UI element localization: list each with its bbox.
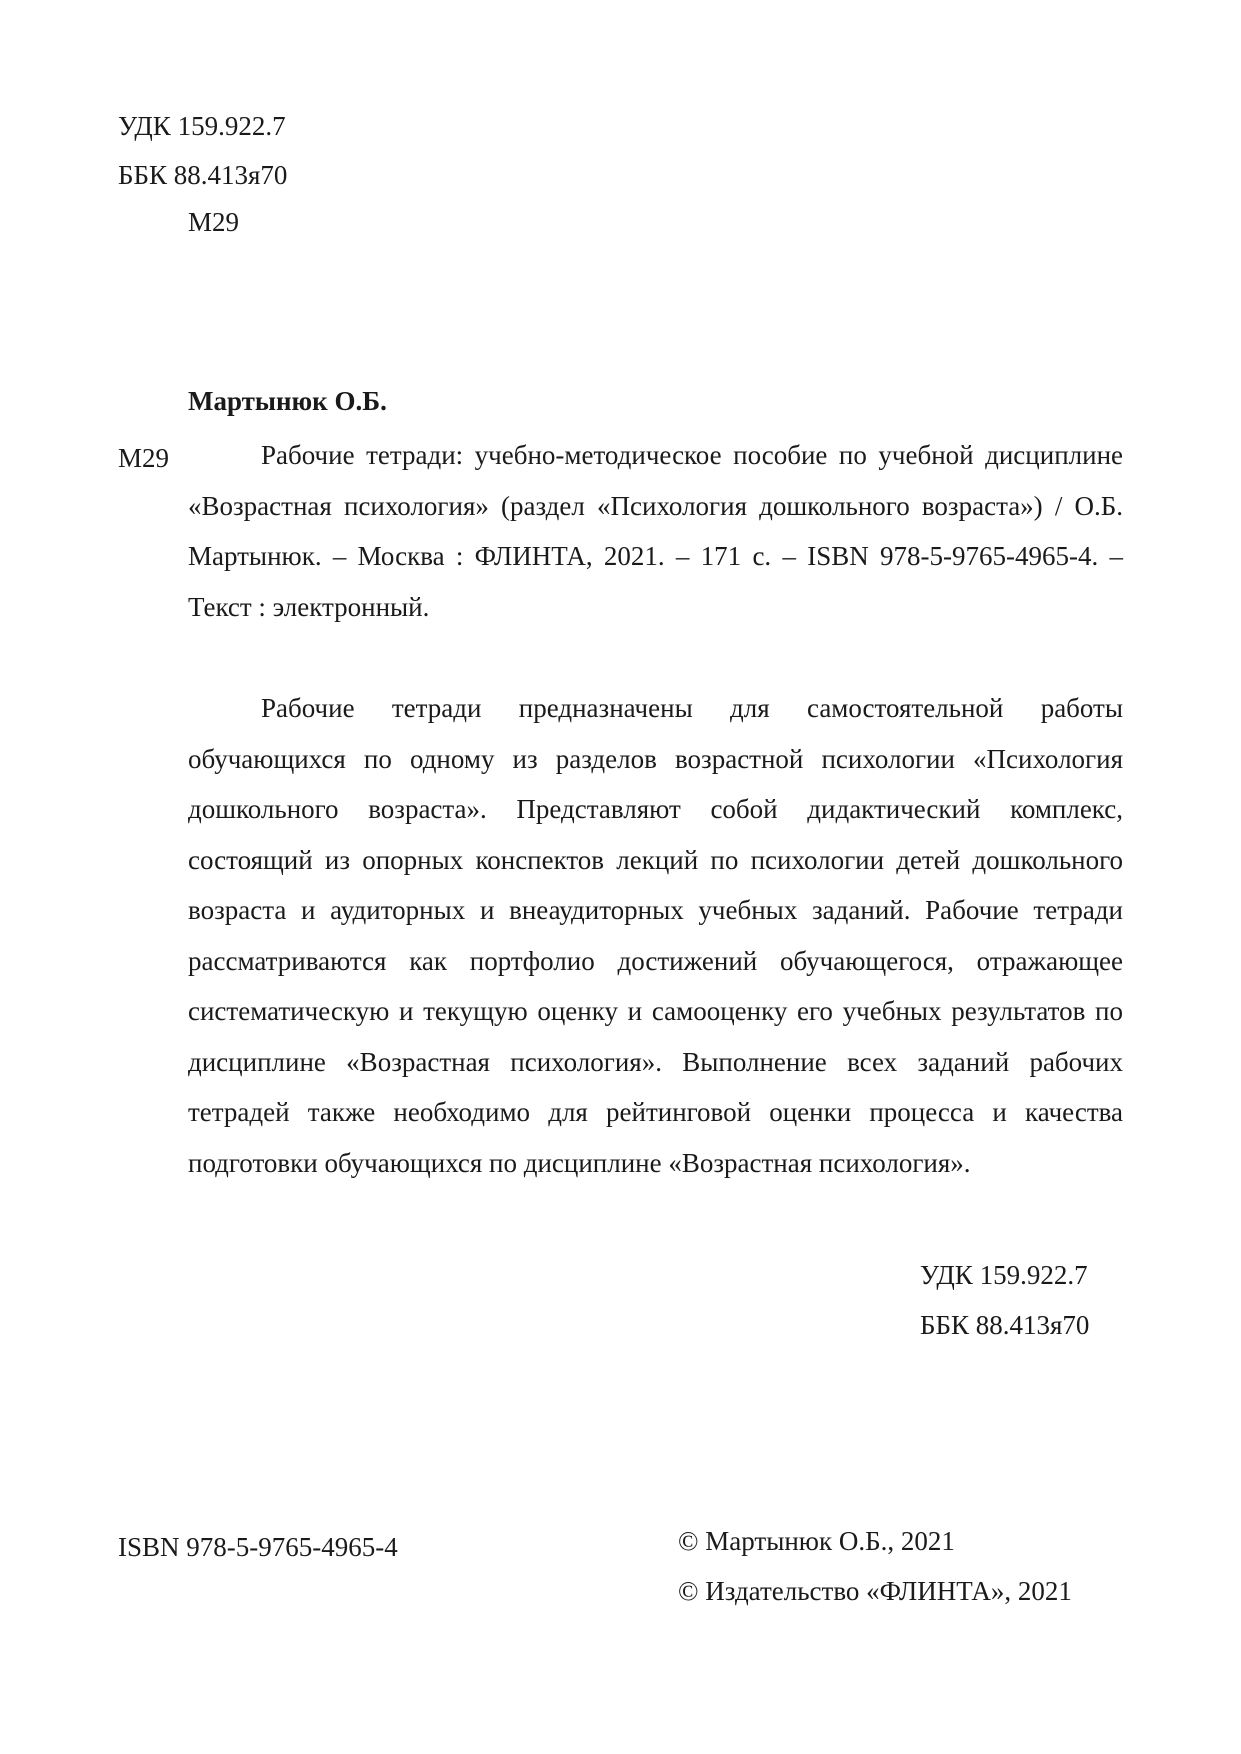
udk-code-bottom: УДК 159.922.7 (920, 1260, 1088, 1290)
udk-code-top: УДК 159.922.7 (118, 111, 286, 141)
bibliographic-description: Рабочие тетради: учебно-методическое пособие по учебной дисциплине «Возрастная психология» (раздел «Психология дошкольного возраста») / О.Б. Мартынюк. – Москва : ФЛИНТА, 2021. – 171 с. – ISBN 978-5-9765-4965-4. – Текст : электронный. (188, 440, 1123, 622)
isbn-number: ISBN 978-5-9765-4965-4 (118, 1532, 398, 1562)
annotation-paragraph: Рабочие тетради предназначены для самостоятельной работы обучающихся по одному из разделов возрастной психологии «Психология дошкольного возраста». Представляют собой дидактический комплекс, состоящий из опорных конспектов лекций по психологии детей дошкольного возраста и аудиторных и внеаудиторных учебных заданий. Рабочие тетради рассматриваются как портфолио достижений обучающегося, отражающее систематическую и текущую оценку и самооценку его учебных результатов по дисциплине «Возрастная психология». Выполнение всех заданий рабочих тетрадей также необходимо для рейтинговой оценки процесса и качества подготовки обучающихся по дисциплине «Возрастная психология». (188, 693, 1123, 1178)
bbk-code-top: ББК 88.413я70 (118, 160, 288, 190)
author-name: Мартынюк О.Б. (188, 386, 387, 416)
copyright-author: © Мартынюк О.Б., 2021 (678, 1526, 955, 1556)
author-sign-side: М29 (118, 443, 170, 473)
bbk-code-bottom: ББК 88.413я70 (920, 1310, 1090, 1340)
author-sign-top: М29 (188, 207, 240, 237)
copyright-publisher: © Издательство «ФЛИНТА», 2021 (678, 1576, 1072, 1606)
